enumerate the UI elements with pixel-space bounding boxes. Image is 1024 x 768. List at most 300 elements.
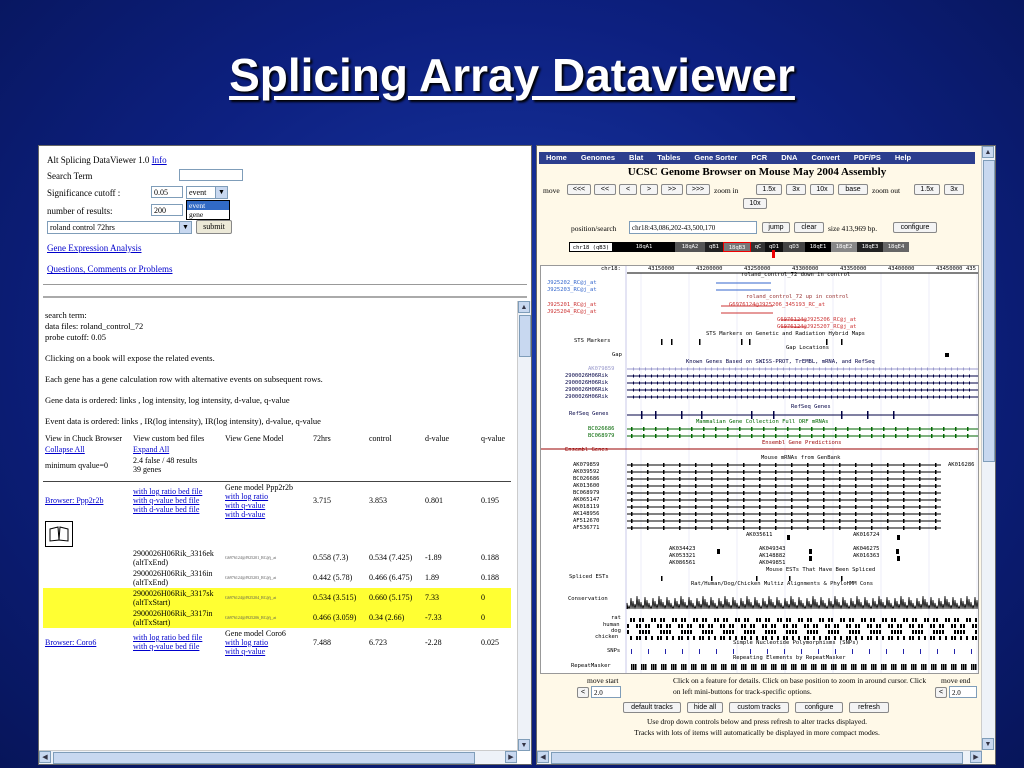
repeat-mark bbox=[855, 664, 857, 670]
move-right-1-button[interactable]: > bbox=[640, 184, 658, 195]
mrna-exon bbox=[935, 512, 937, 516]
search-form bbox=[39, 146, 531, 296]
known-gene-label: 2900026H06Rik bbox=[565, 394, 609, 400]
mgc-exon bbox=[727, 427, 729, 431]
track-label-repeatmasker[interactable]: RepeatMasker bbox=[571, 663, 611, 669]
gene-exon bbox=[795, 375, 796, 378]
event-row-highlighted bbox=[43, 588, 511, 608]
zoom-in-base-button[interactable]: base bbox=[838, 184, 868, 195]
alignment-block bbox=[918, 624, 920, 628]
snp-mark bbox=[937, 649, 938, 654]
alignment-block bbox=[708, 636, 710, 640]
ideogram-band: qC bbox=[751, 242, 765, 252]
alignment-block bbox=[726, 630, 728, 634]
gene-exon bbox=[831, 396, 832, 399]
gene-exon bbox=[807, 375, 808, 378]
alignment-block bbox=[849, 624, 851, 628]
move-start-input[interactable]: 2.0 bbox=[591, 686, 621, 698]
alignment-block bbox=[654, 618, 656, 622]
alignment-block bbox=[930, 624, 932, 628]
gene-exon bbox=[645, 375, 646, 378]
mrna-exon bbox=[647, 477, 649, 481]
vertical-scrollbar[interactable] bbox=[981, 146, 995, 750]
gene-exon bbox=[897, 382, 898, 385]
gene-exon bbox=[777, 382, 778, 385]
clear-button[interactable]: clear bbox=[794, 222, 824, 233]
gm-q-link[interactable]: with q-value bbox=[225, 646, 266, 656]
zoom-out-10x-button[interactable]: 10x bbox=[743, 198, 767, 209]
mgc-exon bbox=[955, 427, 957, 431]
jump-button[interactable]: jump bbox=[762, 222, 790, 233]
dropdown-option-event[interactable]: event bbox=[187, 201, 229, 210]
mrna-exon bbox=[631, 477, 633, 481]
expand-all-link[interactable]: Expand All bbox=[133, 445, 170, 454]
alignment-block bbox=[870, 618, 872, 622]
gene-exon bbox=[843, 375, 844, 378]
alignment-block bbox=[897, 636, 899, 640]
track-display[interactable] bbox=[540, 265, 979, 674]
track-label-refseq[interactable]: RefSeq Genes bbox=[569, 411, 609, 417]
alignment-block bbox=[891, 630, 893, 634]
track-label-spliced-ests[interactable]: Spliced ESTs bbox=[569, 574, 609, 580]
mrna-exon bbox=[743, 470, 745, 474]
gene-exon bbox=[693, 368, 694, 371]
snp-mark bbox=[767, 649, 768, 654]
sts-mark bbox=[699, 339, 701, 345]
snp-mark bbox=[818, 649, 819, 654]
data-file-value: roland control 72hrs bbox=[50, 223, 115, 232]
gene-exon bbox=[669, 375, 670, 378]
gene-exon bbox=[891, 368, 892, 371]
gene-exon bbox=[651, 375, 652, 378]
mrna-exon bbox=[807, 505, 809, 509]
submit-button[interactable]: submit bbox=[196, 220, 232, 234]
ideogram-band: 18qE2 bbox=[831, 242, 857, 252]
probe-id: G6976124@J925203_RC@j_at bbox=[225, 575, 277, 580]
alignment-block bbox=[660, 630, 662, 634]
repeat-mark bbox=[843, 664, 845, 670]
gene-expression-link[interactable]: Gene Expression Analysis bbox=[47, 243, 142, 253]
mrna-exon bbox=[823, 484, 825, 488]
dropdown-option-gene[interactable]: gene bbox=[189, 210, 204, 219]
cutoff-type-select[interactable] bbox=[186, 186, 228, 199]
refresh-button[interactable]: refresh bbox=[849, 702, 889, 713]
horizontal-scrollbar[interactable] bbox=[39, 750, 517, 764]
alignment-block bbox=[684, 618, 686, 622]
help-text-3: Gene data is ordered: links , log intensity, log intensity, d-value, q-value bbox=[45, 395, 290, 405]
alignment-block bbox=[753, 630, 755, 634]
repeat-mark bbox=[803, 664, 805, 670]
header-chuck: View in Chuck Browser bbox=[45, 434, 123, 443]
gene-exon bbox=[741, 375, 742, 378]
mrna-label: AK016363 bbox=[853, 553, 880, 559]
move-end-input[interactable]: 2.0 bbox=[949, 686, 977, 698]
mrna-exon bbox=[903, 512, 905, 516]
track-label-ensembl[interactable]: Ensembl Genes bbox=[565, 447, 609, 453]
custom-tracks-button[interactable]: custom tracks bbox=[729, 702, 789, 713]
scroll-thumb[interactable] bbox=[983, 160, 995, 462]
mrna-exon bbox=[871, 505, 873, 509]
gene-exon bbox=[633, 368, 634, 371]
alignment-block bbox=[639, 630, 641, 634]
gene-exon bbox=[891, 382, 892, 385]
zoom-in-3x-button[interactable]: 3x bbox=[786, 184, 806, 195]
scroll-up-icon[interactable]: ▲ bbox=[982, 146, 994, 158]
event-dvalue: 7.33 bbox=[423, 588, 479, 608]
chevron-down-icon[interactable]: ▼ bbox=[179, 222, 191, 233]
refseq-exon bbox=[841, 411, 843, 419]
alignment-block bbox=[897, 630, 899, 634]
alignment-block bbox=[936, 630, 938, 634]
mgc-exon bbox=[859, 434, 861, 438]
scroll-up-icon[interactable]: ▲ bbox=[518, 301, 530, 313]
gene-exon bbox=[825, 396, 826, 399]
mrna-exon bbox=[663, 470, 665, 474]
gene-exon bbox=[921, 396, 922, 399]
repeat-mark bbox=[831, 664, 833, 670]
track-label-gap[interactable]: Gap bbox=[612, 352, 622, 358]
mrna-exon bbox=[903, 477, 905, 481]
gene-exon bbox=[885, 389, 886, 392]
num-results-input[interactable]: 200 bbox=[151, 204, 183, 216]
mrna-exon bbox=[887, 498, 889, 502]
search-input[interactable] bbox=[179, 169, 243, 181]
species-label: human bbox=[603, 622, 620, 628]
alignment-block bbox=[795, 624, 797, 628]
gene-exon bbox=[831, 389, 832, 392]
alignment-block bbox=[777, 618, 779, 622]
mrna-exon bbox=[871, 498, 873, 502]
move-start-left-icon[interactable]: < bbox=[577, 687, 589, 698]
mrna-exon bbox=[759, 491, 761, 495]
alignment-block bbox=[708, 624, 710, 628]
gene-exon bbox=[849, 368, 850, 371]
alignment-block bbox=[975, 618, 977, 622]
alignment-block bbox=[855, 630, 857, 634]
track-label-conservation[interactable]: Conservation bbox=[568, 596, 608, 602]
mrna-exon bbox=[647, 484, 649, 488]
gene-exon bbox=[861, 396, 862, 399]
alignment-block bbox=[786, 630, 788, 634]
browser-link-ppp2r2b[interactable]: Browser: Ppp2r2b bbox=[45, 496, 104, 505]
ideogram-band: 18qA1 bbox=[613, 242, 675, 252]
questions-link[interactable]: Questions, Comments or Problems bbox=[47, 264, 173, 274]
gene-exon bbox=[771, 389, 772, 392]
move-left-2-button[interactable]: << bbox=[594, 184, 616, 195]
gene-exon bbox=[657, 368, 658, 371]
gene-exon bbox=[699, 368, 700, 371]
position-input[interactable]: chr18:43,086,202-43,500,170 bbox=[629, 221, 757, 234]
gene-exon bbox=[891, 396, 892, 399]
alignment-block bbox=[957, 618, 959, 622]
browser-title: UCSC Genome Browser on Mouse May 2004 Assembly bbox=[627, 166, 887, 178]
gene-exon bbox=[933, 389, 934, 392]
vertical-scrollbar[interactable] bbox=[517, 301, 531, 751]
bed-q-link[interactable]: with q-value bed file bbox=[133, 496, 200, 505]
alignment-block bbox=[813, 630, 815, 634]
alignment-block bbox=[690, 630, 692, 634]
mrna-exon bbox=[791, 470, 793, 474]
move-end-left-icon[interactable]: < bbox=[935, 687, 947, 698]
cutoff-input[interactable]: 0.05 bbox=[151, 186, 183, 198]
bed-d-link[interactable]: with d-value bed file bbox=[133, 505, 200, 514]
mrna-exon bbox=[775, 519, 777, 523]
header-control: control bbox=[369, 434, 392, 443]
alignment-block bbox=[870, 636, 872, 640]
snp-mark bbox=[835, 649, 836, 654]
info-link[interactable]: Info bbox=[151, 155, 167, 165]
nav-genomes[interactable]: Genomes bbox=[580, 153, 616, 162]
gene-count: 39 genes bbox=[133, 465, 162, 474]
configure-top-button[interactable]: configure bbox=[893, 222, 937, 233]
nav-pdf[interactable]: PDF/PS bbox=[853, 153, 881, 162]
mrna-label: AK035611 bbox=[746, 532, 773, 538]
refseq-exon bbox=[751, 411, 753, 419]
scroll-left-icon[interactable]: ◀ bbox=[537, 751, 549, 763]
gene-exon bbox=[645, 396, 646, 399]
alignment-block bbox=[975, 636, 977, 640]
scroll-right-icon[interactable]: ▶ bbox=[970, 751, 982, 763]
gap-caption: Gap Locations bbox=[786, 345, 830, 351]
help-text-4: Event data is ordered: links , IR(log intensity), IR(log intensity), d-value, q-value bbox=[45, 416, 321, 426]
book-icon[interactable] bbox=[45, 521, 73, 547]
alignment-block bbox=[765, 618, 767, 622]
alignment-block bbox=[747, 618, 749, 622]
value-qvalue: 0.025 bbox=[481, 637, 499, 647]
mrna-exon bbox=[823, 491, 825, 495]
mrna-exon bbox=[903, 463, 905, 467]
nav-pcr[interactable]: PCR bbox=[751, 153, 768, 162]
repeat-mark bbox=[951, 664, 953, 670]
zoom-out-1-5x-button[interactable]: 1.5x bbox=[914, 184, 940, 195]
gm-d-link[interactable]: with d-value bbox=[225, 509, 266, 519]
mgc-exon bbox=[931, 434, 933, 438]
bed-log-link[interactable]: with log ratio bed file bbox=[133, 633, 203, 642]
bed-q-link[interactable]: with q-value bed file bbox=[133, 642, 200, 651]
alignment-block bbox=[873, 618, 875, 622]
scroll-thumb[interactable] bbox=[53, 752, 475, 764]
alignment-block bbox=[918, 636, 920, 640]
gene-exon bbox=[969, 396, 970, 399]
alignment-block bbox=[804, 624, 806, 628]
gene-exon bbox=[807, 382, 808, 385]
gene-exon bbox=[909, 375, 910, 378]
known-gene-label: 2900026H06Rik bbox=[565, 387, 609, 393]
nav-dna[interactable]: DNA bbox=[781, 153, 798, 162]
coord-tick: 435 bbox=[966, 266, 976, 272]
scroll-left-icon[interactable]: ◀ bbox=[39, 751, 51, 763]
mrna-exon bbox=[711, 505, 713, 509]
scroll-thumb[interactable] bbox=[519, 315, 531, 357]
gm-q-link[interactable]: with q-value bbox=[225, 500, 266, 510]
gene-exon bbox=[645, 382, 646, 385]
gene-exon bbox=[663, 396, 664, 399]
gene-exon bbox=[657, 382, 658, 385]
alignment-block bbox=[633, 618, 635, 622]
gene-exon bbox=[723, 382, 724, 385]
mrna-exon bbox=[855, 477, 857, 481]
alignment-block bbox=[888, 636, 890, 640]
gene-exon bbox=[729, 368, 730, 371]
mrna-exon bbox=[839, 470, 841, 474]
gene-exon bbox=[915, 396, 916, 399]
repeat-mark bbox=[935, 664, 937, 670]
gene-exon bbox=[801, 382, 802, 385]
sts-mark bbox=[741, 339, 743, 345]
mrna-exon bbox=[887, 477, 889, 481]
mrna-exon bbox=[855, 463, 857, 467]
mrna-exon bbox=[711, 512, 713, 516]
alignment-block bbox=[807, 630, 809, 634]
collapse-all-link[interactable]: Collapse All bbox=[45, 445, 85, 454]
alignment-block bbox=[960, 630, 962, 634]
move-right-3-button[interactable]: >>> bbox=[686, 184, 710, 195]
alignment-block bbox=[834, 624, 836, 628]
gene-exon bbox=[879, 389, 880, 392]
repeat-mark bbox=[903, 664, 905, 670]
repeat-mark bbox=[883, 664, 885, 670]
table-row bbox=[43, 481, 511, 520]
mrna-exon bbox=[791, 477, 793, 481]
move-left-1-button[interactable]: < bbox=[619, 184, 637, 195]
mrna-exon bbox=[631, 505, 633, 509]
mrna-exon bbox=[647, 526, 649, 530]
scroll-right-icon[interactable]: ▶ bbox=[505, 751, 517, 763]
move-right-2-button[interactable]: >> bbox=[661, 184, 683, 195]
alignment-block bbox=[933, 630, 935, 634]
gene-exon bbox=[717, 368, 718, 371]
chevron-down-icon[interactable]: ▼ bbox=[215, 187, 227, 198]
footer-line-2: Tracks with lots of items will automatically be displayed in more compact modes. bbox=[634, 728, 880, 737]
mgc-exon bbox=[691, 427, 693, 431]
move-left-3-button[interactable]: <<< bbox=[567, 184, 591, 195]
header-dvalue: d-value bbox=[425, 434, 449, 443]
gene-exon bbox=[759, 396, 760, 399]
probe-label: J925203_RC@j_at bbox=[547, 287, 597, 293]
repeat-mark bbox=[765, 664, 767, 670]
mrna-exon bbox=[887, 470, 889, 474]
gene-exon bbox=[795, 396, 796, 399]
track-image[interactable] bbox=[541, 266, 978, 673]
track-label-snps[interactable]: SNPs bbox=[607, 648, 621, 654]
zoom-in-10x-button[interactable]: 10x bbox=[810, 184, 834, 195]
scroll-down-icon[interactable]: ▼ bbox=[518, 739, 530, 751]
alignment-block bbox=[900, 630, 902, 634]
gene-exon bbox=[963, 389, 964, 392]
alignment-block bbox=[900, 624, 902, 628]
zoom-out-3x-button[interactable]: 3x bbox=[944, 184, 964, 195]
alignment-block bbox=[783, 624, 785, 628]
mrna-exon bbox=[839, 491, 841, 495]
mgc-exon bbox=[775, 427, 777, 431]
alignment-block bbox=[798, 618, 800, 622]
gene-exon bbox=[855, 375, 856, 378]
gene-exon bbox=[855, 389, 856, 392]
alignment-block bbox=[891, 618, 893, 622]
nav-blat[interactable]: Blat bbox=[629, 153, 644, 162]
gm-log-link[interactable]: with log ratio bbox=[225, 637, 269, 647]
nav-home[interactable]: Home bbox=[546, 153, 567, 162]
alignment-block bbox=[795, 630, 797, 634]
gm-log-link[interactable]: with log ratio bbox=[225, 491, 269, 501]
mrna-label: AK148882 bbox=[759, 553, 786, 559]
alignment-block bbox=[906, 618, 908, 622]
hide-all-button[interactable]: hide all bbox=[687, 702, 723, 713]
track-label-sts[interactable]: STS Markers bbox=[574, 338, 611, 344]
genome-browser-window bbox=[536, 145, 996, 765]
mrna-exon bbox=[695, 505, 697, 509]
alignment-block bbox=[705, 630, 707, 634]
est-caption: Mouse ESTs That Have Been Spliced bbox=[766, 567, 876, 573]
mrna-exon bbox=[711, 498, 713, 502]
repeat-mark bbox=[923, 664, 925, 670]
horizontal-scrollbar[interactable] bbox=[537, 750, 982, 764]
gene-exon bbox=[843, 368, 844, 371]
gene-exon bbox=[939, 396, 940, 399]
mrna-exon bbox=[679, 526, 681, 530]
alignment-block bbox=[915, 630, 917, 634]
gene-exon bbox=[849, 375, 850, 378]
gene-exon bbox=[969, 389, 970, 392]
mrna-exon bbox=[919, 498, 921, 502]
configure-bottom-button[interactable]: configure bbox=[795, 702, 843, 713]
mrna-exon bbox=[743, 477, 745, 481]
data-file-select[interactable] bbox=[47, 221, 192, 234]
mrna-exon bbox=[743, 512, 745, 516]
alignment-block bbox=[669, 624, 671, 628]
move-start-label: move start bbox=[587, 676, 619, 685]
mgc-exon bbox=[739, 427, 741, 431]
alignment-block bbox=[657, 636, 659, 640]
mrna-exon bbox=[759, 484, 761, 488]
chromosome-ideogram[interactable] bbox=[569, 242, 961, 252]
repeat-mark bbox=[693, 664, 695, 670]
dataviewer-window bbox=[38, 145, 532, 765]
nav-convert[interactable]: Convert bbox=[811, 153, 840, 162]
scroll-down-icon[interactable]: ▼ bbox=[982, 738, 994, 750]
mgc-label: BC026686 bbox=[588, 426, 615, 432]
cutoff-type-dropdown[interactable] bbox=[186, 200, 230, 220]
nav-tables[interactable]: Tables bbox=[657, 153, 681, 162]
nav-gene-sorter[interactable]: Gene Sorter bbox=[694, 153, 738, 162]
mrna-exon bbox=[887, 512, 889, 516]
repeat-mark bbox=[763, 664, 765, 670]
alignment-block bbox=[960, 624, 962, 628]
zoom-in-1-5x-button[interactable]: 1.5x bbox=[756, 184, 782, 195]
default-tracks-button[interactable]: default tracks bbox=[623, 702, 681, 713]
scroll-thumb[interactable] bbox=[551, 752, 963, 764]
repeat-mark bbox=[663, 664, 665, 670]
repeat-mark bbox=[891, 664, 893, 670]
gene-exon bbox=[681, 389, 682, 392]
gene-exon bbox=[633, 382, 634, 385]
browser-link-coro6[interactable]: Browser: Coro6 bbox=[45, 637, 97, 647]
snp-mark bbox=[954, 649, 955, 654]
gene-exon bbox=[675, 382, 676, 385]
bed-log-link[interactable]: with log ratio bed file bbox=[133, 487, 203, 496]
mrna-exon bbox=[855, 505, 857, 509]
repeat-mark bbox=[723, 664, 725, 670]
gene-exon bbox=[945, 375, 946, 378]
mgc-exon bbox=[907, 427, 909, 431]
mrna-exon bbox=[839, 519, 841, 523]
table-row bbox=[43, 455, 511, 475]
alignment-block bbox=[657, 624, 659, 628]
gene-exon bbox=[801, 389, 802, 392]
nav-help[interactable]: Help bbox=[894, 153, 912, 162]
alignment-block bbox=[975, 624, 977, 628]
gene-exon bbox=[957, 389, 958, 392]
